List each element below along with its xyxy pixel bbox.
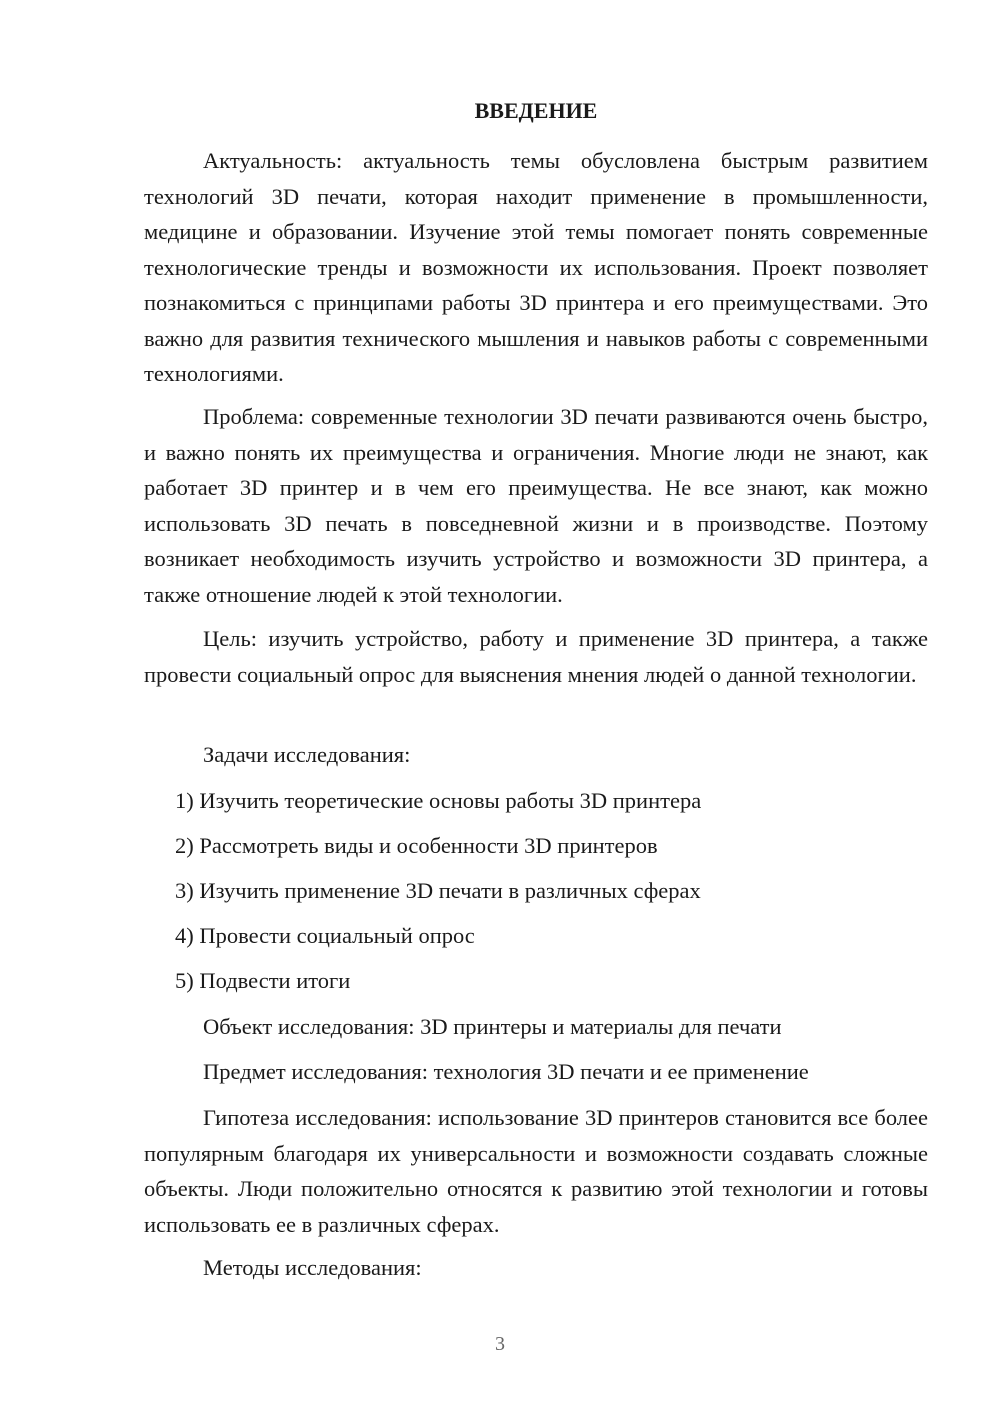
task-item-4: 4) Провести социальный опрос [175, 923, 475, 948]
relevance-paragraph: Актуальность: актуальность темы обусловлена быстрым развитием технологий 3D печати, которая находит применение в промышленности, медицине и образовании. Изучение этой темы помогает понять современные технологические тренды и возможности их использования. Проект позволяет познакомиться с принципами работы 3D принтера и его преимуществами. Это важно для развития технического мышления и навыков работы с современными технологиями. [144, 148, 928, 386]
task-item-5: 5) Подвести итоги [175, 968, 351, 993]
methods-title: Методы исследования: [203, 1255, 422, 1280]
problem-paragraph: Проблема: современные технологии 3D печати развиваются очень быстро, и важно понять их преимущества и ограничения. Многие люди не знают, как работает 3D принтер и в чем его преимущества. Не все знают, как можно использовать 3D печать в повседневной жизни и в производстве. Поэтому возникает необходимость изучить устройство и возможности 3D принтера, а также отношение людей к этой технологии. [144, 404, 928, 607]
research-subject: Предмет исследования: технология 3D печати и ее применение [203, 1059, 809, 1084]
goal-paragraph: Цель: изучить устройство, работу и применение 3D принтера, а также провести социальный опрос для выяснения мнения людей о данной технологии. [144, 626, 928, 687]
task-item-2: 2) Рассмотреть виды и особенности 3D принтеров [175, 833, 658, 858]
page-number: 3 [495, 1333, 505, 1355]
hypothesis-paragraph: Гипотеза исследования: использование 3D принтеров становится все более популярным благодаря их универсальности и возможности создавать сложные объекты. Люди положительно относятся к развитию этой технологии и готовы использовать ее в различных сферах. [144, 1105, 928, 1237]
task-item-1: 1) Изучить теоретические основы работы 3D принтера [175, 788, 702, 813]
task-item-3: 3) Изучить применение 3D печати в различных сферах [175, 878, 701, 903]
section-heading: ВВЕДЕНИЕ [474, 98, 598, 123]
tasks-title: Задачи исследования: [203, 742, 411, 767]
research-object: Объект исследования: 3D принтеры и материалы для печати [203, 1014, 782, 1039]
